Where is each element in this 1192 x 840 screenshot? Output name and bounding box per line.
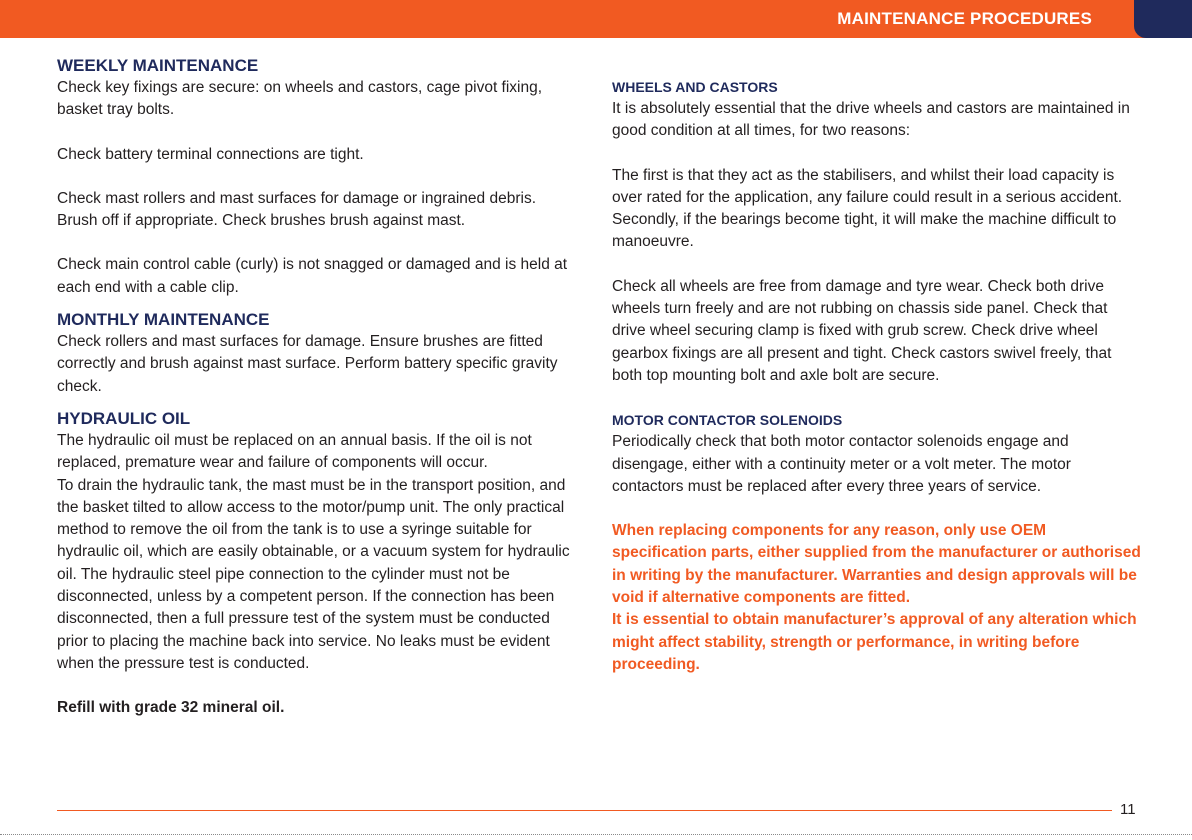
weekly-paragraph-3: Check mast rollers and mast surfaces for damage or ingrained debris. Brush off if appropriate. Check brushes brush against mast.	[57, 189, 536, 230]
motor-contactor-heading: MOTOR CONTACTOR SOLENOIDS	[612, 412, 843, 429]
monthly-paragraph-1: Check rollers and mast surfaces for damage. Ensure brushes are fitted correctly and brush against mast surface. Perform battery specific gravity check.	[57, 333, 558, 395]
header-bar	[0, 0, 1192, 38]
weekly-paragraph-2: Check battery terminal connections are tight.	[57, 145, 364, 163]
monthly-maintenance-heading: MONTHLY MAINTENANCE	[57, 310, 270, 330]
oem-parts-warning: When replacing components for any reason, only use OEM specification parts, either supplied from the manufacturer or authorised in writing by the manufacturer. Warranties and design approvals will be void if alternative components are fitted.	[612, 522, 1141, 607]
motor-paragraph-1: Periodically check that both motor contactor solenoids engage and disengage, either with a continuity meter or a volt meter. The motor contactors must be replaced after every three years of service.	[612, 433, 1071, 495]
right-column	[612, 76, 1142, 676]
header-tab	[1134, 0, 1192, 38]
wheels-paragraph-1: It is absolutely essential that the drive wheels and castors are maintained in good condition at all times, for two reasons:	[612, 100, 1130, 140]
hydraulic-paragraph-1: The hydraulic oil must be replaced on an annual basis. If the oil is not replaced, premature wear and failure of components will occur.	[57, 431, 532, 472]
hydraulic-paragraph-2: To drain the hydraulic tank, the mast must be in the transport position, and the basket tilted to allow access to the motor/pump unit. The only practical method to remove the oil from the tank is to use a syringe suitable for hydraulic oil, which are easily obtainable, or a vacuum system for hydraulic oil. The hydraulic steel pipe connection to the cylinder must not be disconnected, unless by a competent person. If the connection has been disconnected, then a full pressure test of the system must be conducted prior to placing the machine back into service. No leaks must be evident when the pressure test is conducted.	[57, 476, 570, 672]
weekly-maintenance-heading: WEEKLY MAINTENANCE	[57, 56, 259, 75]
page-edge-dotted-line	[0, 834, 1192, 835]
weekly-paragraph-4: Check main control cable (curly) is not snagged or damaged and is held at each end with a cable clip.	[57, 256, 568, 296]
section-title: MAINTENANCE PROCEDURES	[837, 9, 1092, 28]
wheels-paragraph-3: Check all wheels are free from damage and tyre wear. Check both drive wheels turn freely and are not rubbing on chassis side panel. Check that drive wheel securing clamp is fixed with grub screw. Check drive wheel gearbox fixings are all present and tight. Check castors swivel freely, that both top mounting bolt and axle bolt are secure.	[612, 277, 1112, 384]
alteration-approval-warning: It is essential to obtain manufacturer’s approval of any alteration which might affect stability, strength or performance, in writing before proceeding.	[612, 611, 1137, 673]
hydraulic-oil-heading: HYDRAULIC OIL	[57, 408, 191, 428]
refill-instruction: Refill with grade 32 mineral oil.	[57, 699, 285, 717]
left-column	[57, 55, 577, 720]
weekly-paragraph-1: Check key fixings are secure: on wheels and castors, cage pivot fixing, basket tray bolts.	[57, 79, 543, 119]
footer-rule	[57, 810, 1112, 811]
wheels-paragraph-2: The first is that they act as the stabilisers, and whilst their load capacity is over rated for the application, any failure could result in a serious accident. Secondly, if the bearings become tight, it will make the machine difficult to manoeuvre.	[612, 166, 1123, 251]
page-number: 11	[1120, 801, 1136, 818]
wheels-castors-heading: WHEELS AND CASTORS	[612, 79, 778, 95]
